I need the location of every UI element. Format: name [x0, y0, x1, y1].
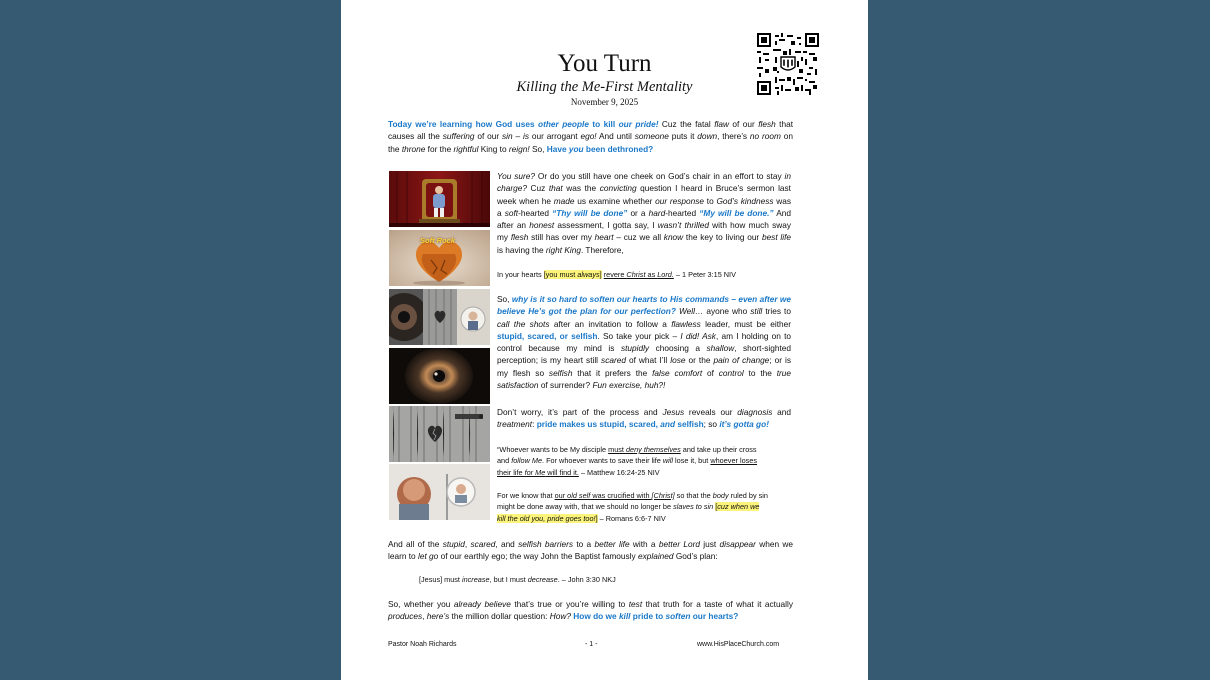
page-subtitle: Killing the Me-First Mentality: [516, 79, 693, 95]
verse-matthew: “Whoever wants to be My disciple must deny themselves and take up their cross and follow Me. For whoever wants to save their life will lose it, but whoever loses their life for Me will find it. – Matthew 16:24-25 NIV: [497, 445, 758, 477]
verse-john: [Jesus] must increase, but I must decrease. – John 3:30 NKJ: [419, 575, 616, 584]
document-page: [341, 0, 868, 680]
qr-code: [757, 33, 819, 95]
footer-website[interactable]: www.HisPlaceChurch.com: [697, 641, 780, 648]
footer-author: Pastor Noah Richards: [388, 641, 457, 648]
eye-image: [389, 348, 490, 404]
soft-rock-image: [389, 230, 490, 286]
soft-rock-label: Soft Rock: [420, 236, 456, 245]
mirror-image: [389, 464, 490, 520]
verse-romans: For we know that our old self was crucified with [Christ] so that the body ruled by sin might be done away with, that we should no longer be slaves to sin [cuz when we kill the old you, pride goes too!] – Romans 6:6-7 NIV: [497, 491, 768, 523]
verse-peter: In your hearts [you must always] revere Christ as Lord. – 1 Peter 3:15 NIV: [497, 270, 736, 279]
body-paragraph-6: So, whether you already believe that’s true or you’re willing to test that truth for a taste of what it actually produces, here’s the million dollar question: How? How do we kill pride to soften our hearts?: [388, 599, 794, 622]
body-paragraph-2: You sure? Or do you still have one cheek on God’s chair in an effort to stay in charge? Cuz that was the convicting question I heard in Bruce’s sermon last week when he made us examine whether our response to God’s kindness was a soft-hearted “Thy will be done” or a hard-hearted “My will be done.” And after an honest assessment, I gotta say, I wasn’t thrilled with how much sway my flesh still has over my heart – cuz we all know the key to living our best life is having the right King. Therefore,: [497, 171, 792, 255]
body-paragraph-4: Don’t worry, it’s part of the process and Jesus reveals our diagnosis and treatment: pride makes us stupid, scared, and selfish; so it’s gotta go!: [497, 407, 792, 430]
intro-paragraph: Today we’re learning how God uses other people to kill our pride! Cuz the fatal flaw of our flesh that causes all the suffering of our sin – is our arrogant ego! And until someone puts it down, there’s no room on the throne for the rightful King to reign! So, Have you been dethroned?: [388, 119, 794, 154]
body-paragraph-5: And all of the stupid, scared, and selfish barriers to a better life with a better Lord just disappear when we learn to let go of our earthly ego; the way John the Baptist famously explained God’s plan:: [388, 539, 793, 562]
page-date: November 9, 2025: [570, 97, 639, 107]
footer-page-number: - 1 -: [585, 641, 598, 648]
page-title: You Turn: [557, 50, 652, 77]
heart-door-image: [389, 289, 490, 345]
body-paragraph-3: So, why is it so hard to soften our hearts to His commands – even after we believe He’s got the plan for our perfection? Well… ayone who still tries to call the shots after an invitation to follow a flawless leader, must be either stupid, scared, or selfish. So take your pick – I did! Ask, am I holding on to control because my mind is stupidly choosing a shallow, short-sighted perception; is my heart still scared of what I’ll lose or the pain of change; or is my flesh so selfish that it prefers the false comfort of control to the true satisfaction of surrender? Fun exercise, huh?!: [497, 294, 792, 391]
throne-image: [389, 171, 490, 227]
door-image: [389, 406, 490, 462]
